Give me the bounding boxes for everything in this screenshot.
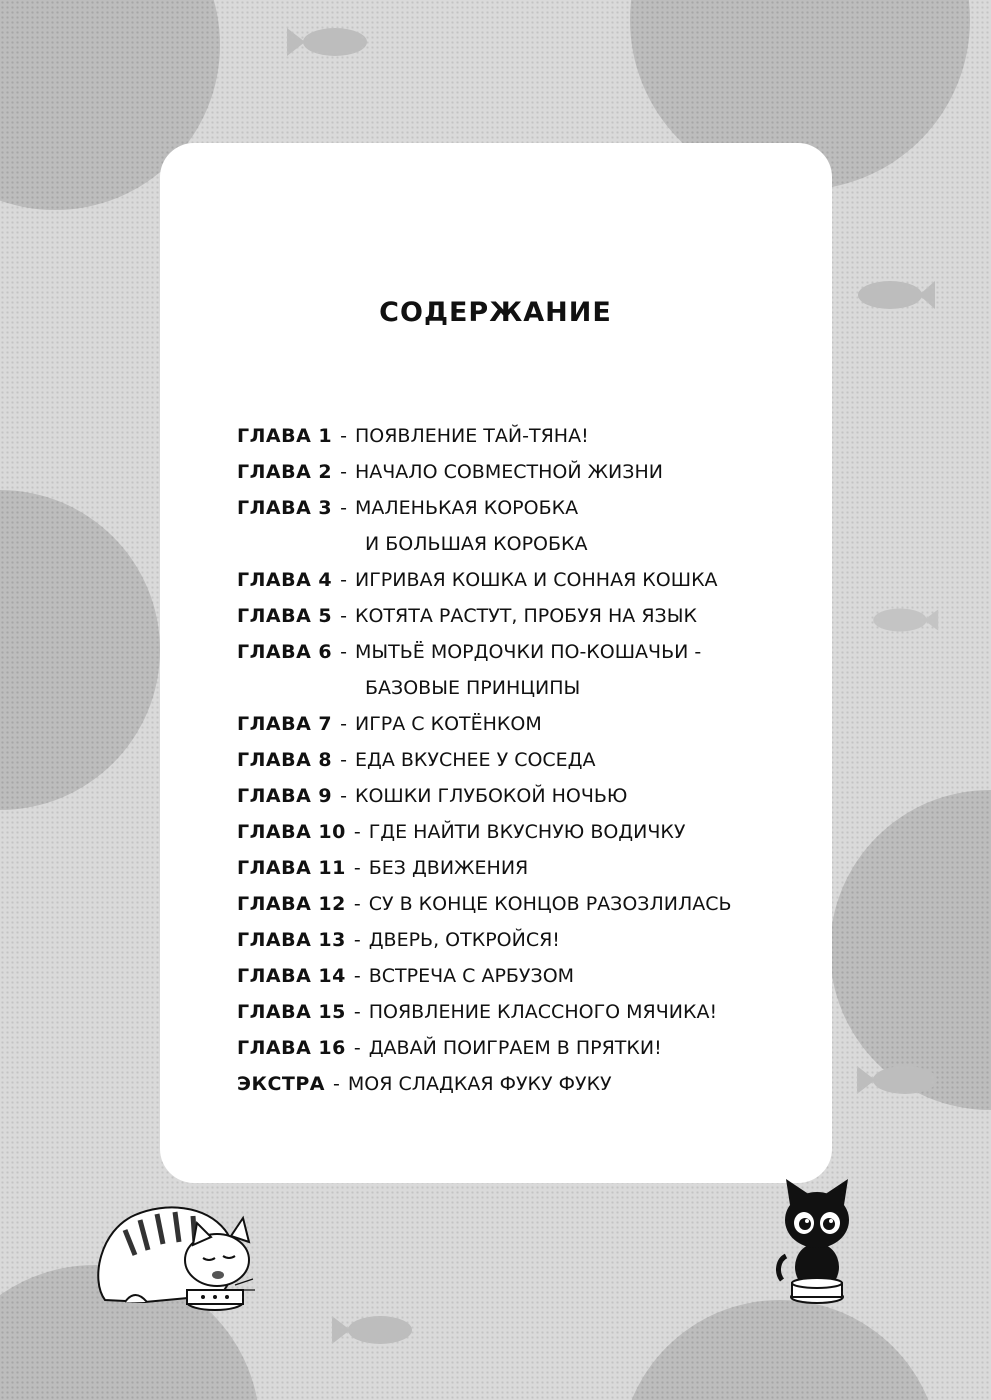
fish-icon (855, 1060, 945, 1100)
separator: - (353, 821, 361, 843)
chapter-label: ГЛАВА 5 (237, 605, 333, 627)
page-title: СОДЕРЖАНИЕ (379, 297, 612, 328)
chapter-label: ГЛАВА 14 (237, 965, 346, 987)
toc-entry (237, 598, 827, 634)
separator: - (340, 713, 347, 735)
chapter-label: ГЛАВА 3 (237, 497, 333, 519)
separator: - (340, 461, 347, 483)
toc-entry (237, 886, 827, 922)
chapter-label: ГЛАВА 15 (237, 1001, 346, 1023)
chapter-label: ГЛАВА 1 (237, 425, 333, 447)
chapter-title: МЫТЬЁ МОРДОЧКИ ПО-КОШАЧЬИ - (354, 641, 702, 663)
separator: - (340, 425, 347, 447)
chapter-label: ГЛАВА 12 (237, 893, 346, 915)
toc-entry (237, 454, 827, 490)
separator: - (340, 641, 347, 663)
toc-entry (237, 1030, 827, 1066)
black-kitten-icon (772, 1175, 862, 1305)
toc-entry-continuation (237, 526, 827, 562)
separator: - (353, 1037, 361, 1059)
chapter-label: ГЛАВА 10 (237, 821, 346, 843)
chapter-label: ГЛАВА 4 (237, 569, 333, 591)
toc-entry (237, 778, 827, 814)
separator: - (353, 929, 361, 951)
toc-entry (237, 490, 827, 526)
chapter-title: ДВЕРЬ, ОТКРОЙСЯ! (368, 929, 560, 951)
separator: - (353, 893, 361, 915)
tabby-cat-eating-icon (85, 1190, 260, 1320)
table-of-contents (237, 418, 827, 1102)
toc-entry (237, 634, 827, 670)
toc-entry (237, 1066, 827, 1102)
toc-entry-continuation (237, 670, 827, 706)
chapter-title: ПОЯВЛЕНИЕ КЛАССНОГО МЯЧИКА! (368, 1001, 718, 1023)
chapter-label: ЭКСТРА (237, 1073, 326, 1095)
toc-entry (237, 706, 827, 742)
chapter-title: ИГРИВАЯ КОШКА И СОННАЯ КОШКА (354, 569, 718, 591)
background-circle (0, 490, 160, 810)
toc-entry (237, 814, 827, 850)
chapter-title: ДАВАЙ ПОИГРАЕМ В ПРЯТКИ! (368, 1037, 662, 1059)
chapter-title: КОТЯТА РАСТУТ, ПРОБУЯ НА ЯЗЫК (354, 605, 697, 627)
chapter-title: ГДЕ НАЙТИ ВКУСНУЮ ВОДИЧКУ (368, 821, 686, 843)
separator: - (353, 965, 361, 987)
chapter-title: НАЧАЛО СОВМЕСТНОЙ ЖИЗНИ (354, 461, 663, 483)
separator: - (353, 857, 361, 879)
toc-entry (237, 742, 827, 778)
fish-icon (285, 22, 375, 62)
chapter-label: ГЛАВА 11 (237, 857, 346, 879)
fish-icon (860, 600, 940, 640)
toc-entry (237, 994, 827, 1030)
fish-icon (330, 1310, 420, 1350)
chapter-label: ГЛАВА 7 (237, 713, 333, 735)
background-circle (620, 1300, 940, 1400)
separator: - (340, 497, 347, 519)
chapter-title: ИГРА С КОТЁНКОМ (354, 713, 542, 735)
chapter-title: КОШКИ ГЛУБОКОЙ НОЧЬЮ (354, 785, 628, 807)
toc-entry (237, 850, 827, 886)
chapter-label: ГЛАВА 16 (237, 1037, 346, 1059)
toc-entry (237, 562, 827, 598)
toc-entry (237, 922, 827, 958)
chapter-title: ВСТРЕЧА С АРБУЗОМ (368, 965, 575, 987)
chapter-label: ГЛАВА 6 (237, 641, 333, 663)
separator: - (353, 1001, 361, 1023)
chapter-title: БЕЗ ДВИЖЕНИЯ (368, 857, 529, 879)
toc-entry (237, 418, 827, 454)
chapter-title: МАЛЕНЬКАЯ КОРОБКА (354, 497, 579, 519)
chapter-label: ГЛАВА 13 (237, 929, 346, 951)
separator: - (340, 749, 347, 771)
chapter-label: ГЛАВА 2 (237, 461, 333, 483)
toc-entry (237, 958, 827, 994)
chapter-label: ГЛАВА 9 (237, 785, 333, 807)
chapter-label: ГЛАВА 8 (237, 749, 333, 771)
separator: - (340, 785, 347, 807)
chapter-title: БАЗОВЫЕ ПРИНЦИПЫ (365, 677, 581, 699)
separator: - (333, 1073, 340, 1095)
chapter-title: МОЯ СЛАДКАЯ ФУКУ ФУКУ (347, 1073, 612, 1095)
chapter-title: ПОЯВЛЕНИЕ ТАЙ-ТЯНА! (354, 425, 589, 447)
separator: - (340, 569, 347, 591)
separator: - (340, 605, 347, 627)
chapter-title: СУ В КОНЦЕ КОНЦОВ РАЗОЗЛИЛАСЬ (368, 893, 732, 915)
chapter-title: ЕДА ВКУСНЕЕ У СОСЕДА (354, 749, 596, 771)
chapter-title: И БОЛЬШАЯ КОРОБКА (365, 533, 588, 555)
